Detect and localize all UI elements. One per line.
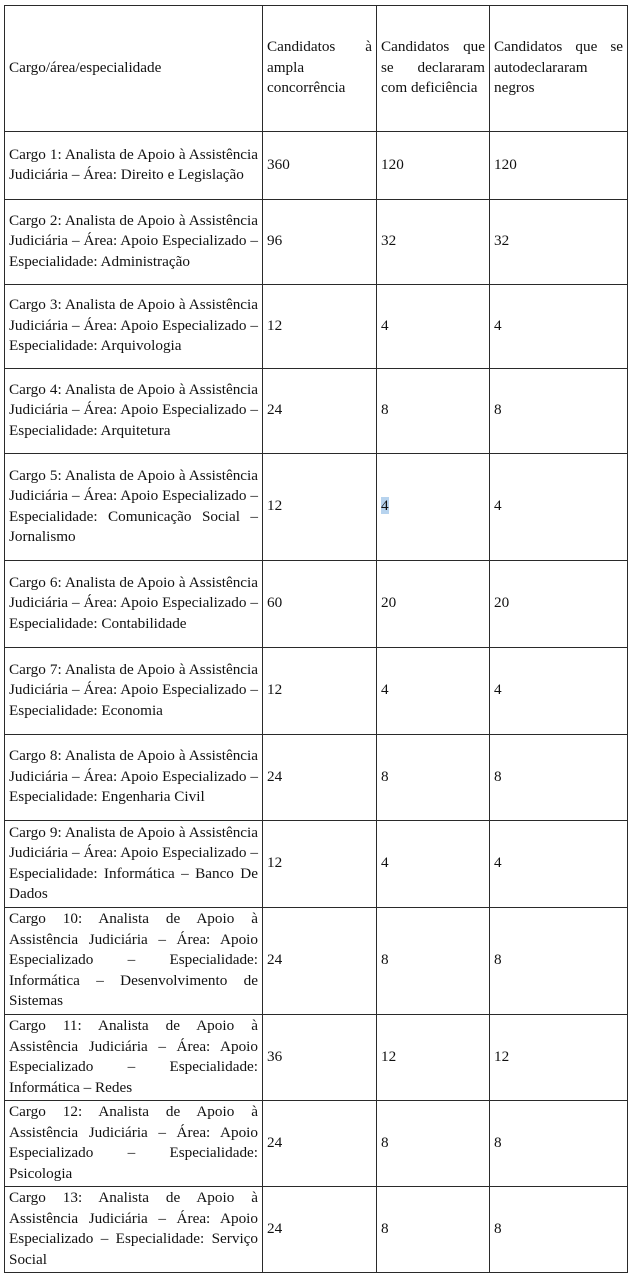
ampla-cell: 12 <box>263 821 377 908</box>
table-row <box>5 132 628 200</box>
ampla-cell: 360 <box>263 132 377 200</box>
cargo-cell: Cargo 13: Analista de Apoio à Assistência Judiciária – Área: Apoio Especializado – Especialidade: Serviço Social <box>5 1187 263 1273</box>
cargo-cell: Cargo 1: Analista de Apoio à Assistência Judiciária – Área: Direito e Legislação <box>5 132 263 200</box>
table-row <box>5 1015 628 1101</box>
header-ampla: Candidatos à ampla concorrência <box>263 6 377 132</box>
cargo-cell: Cargo 12: Analista de Apoio à Assistência Judiciária – Área: Apoio Especializado – Especialidade: Psicologia <box>5 1101 263 1187</box>
ampla-cell: 60 <box>263 561 377 648</box>
header-negros: Candidatos que se autodeclararam negros <box>490 6 628 132</box>
negros-cell: 4 <box>490 285 628 369</box>
negros-cell: 4 <box>490 821 628 908</box>
ampla-cell: 24 <box>263 908 377 1015</box>
selected-text[interactable]: 4 <box>381 497 389 515</box>
cargo-cell: Cargo 7: Analista de Apoio à Assistência Judiciária – Área: Apoio Especializado – Especialidade: Economia <box>5 648 263 735</box>
header-deficiencia: Candidatos que se declararam com deficiência <box>377 6 490 132</box>
table-row <box>5 648 628 735</box>
deficiencia-cell: 120 <box>377 132 490 200</box>
table-row <box>5 1101 628 1187</box>
header-cargo: Cargo/área/especialidade <box>5 6 263 132</box>
negros-cell: 32 <box>490 200 628 285</box>
deficiencia-cell: 8 <box>377 735 490 821</box>
table-row <box>5 200 628 285</box>
deficiencia-cell: 20 <box>377 561 490 648</box>
deficiencia-cell: 4 <box>377 285 490 369</box>
negros-cell: 4 <box>490 648 628 735</box>
ampla-cell: 12 <box>263 648 377 735</box>
table-header-row <box>5 6 628 132</box>
table-row <box>5 285 628 369</box>
cargo-cell: Cargo 6: Analista de Apoio à Assistência Judiciária – Área: Apoio Especializado – Especialidade: Contabilidade <box>5 561 263 648</box>
negros-cell: 8 <box>490 369 628 454</box>
vagas-table <box>4 5 628 1273</box>
deficiencia-cell: 4 <box>377 648 490 735</box>
negros-cell: 8 <box>490 908 628 1015</box>
table-row <box>5 821 628 908</box>
cargo-cell: Cargo 4: Analista de Apoio à Assistência Judiciária – Área: Apoio Especializado – Especialidade: Arquitetura <box>5 369 263 454</box>
table-row <box>5 561 628 648</box>
table-row <box>5 908 628 1015</box>
deficiencia-cell: 32 <box>377 200 490 285</box>
table-row <box>5 1187 628 1273</box>
cargo-cell: Cargo 3: Analista de Apoio à Assistência Judiciária – Área: Apoio Especializado – Especialidade: Arquivologia <box>5 285 263 369</box>
table-row <box>5 735 628 821</box>
deficiencia-cell: 8 <box>377 369 490 454</box>
deficiencia-cell: 8 <box>377 908 490 1015</box>
cargo-cell: Cargo 11: Analista de Apoio à Assistência Judiciária – Área: Apoio Especializado – Especialidade: Informática – Redes <box>5 1015 263 1101</box>
cargo-cell: Cargo 2: Analista de Apoio à Assistência Judiciária – Área: Apoio Especializado – Especialidade: Administração <box>5 200 263 285</box>
cargo-cell: Cargo 9: Analista de Apoio à Assistência Judiciária – Área: Apoio Especializado – Especialidade: Informática – Banco De Dados <box>5 821 263 908</box>
negros-cell: 20 <box>490 561 628 648</box>
ampla-cell: 36 <box>263 1015 377 1101</box>
cargo-cell: Cargo 10: Analista de Apoio à Assistência Judiciária – Área: Apoio Especializado – Especialidade: Informática – Desenvolvimento de Sistemas <box>5 908 263 1015</box>
deficiencia-cell <box>377 454 490 561</box>
cargo-cell: Cargo 5: Analista de Apoio à Assistência Judiciária – Área: Apoio Especializado – Especialidade: Comunicação Social – Jornalismo <box>5 454 263 561</box>
negros-cell: 8 <box>490 735 628 821</box>
ampla-cell: 12 <box>263 285 377 369</box>
negros-cell: 12 <box>490 1015 628 1101</box>
ampla-cell: 24 <box>263 1187 377 1273</box>
negros-cell: 8 <box>490 1101 628 1187</box>
negros-cell: 120 <box>490 132 628 200</box>
deficiencia-cell: 12 <box>377 1015 490 1101</box>
negros-cell: 8 <box>490 1187 628 1273</box>
deficiencia-cell: 8 <box>377 1101 490 1187</box>
ampla-cell: 24 <box>263 1101 377 1187</box>
cargo-cell: Cargo 8: Analista de Apoio à Assistência Judiciária – Área: Apoio Especializado – Especialidade: Engenharia Civil <box>5 735 263 821</box>
ampla-cell: 24 <box>263 735 377 821</box>
table-row <box>5 369 628 454</box>
negros-cell: 4 <box>490 454 628 561</box>
table-row <box>5 454 628 561</box>
deficiencia-cell: 4 <box>377 821 490 908</box>
deficiencia-cell: 8 <box>377 1187 490 1273</box>
ampla-cell: 12 <box>263 454 377 561</box>
ampla-cell: 96 <box>263 200 377 285</box>
ampla-cell: 24 <box>263 369 377 454</box>
